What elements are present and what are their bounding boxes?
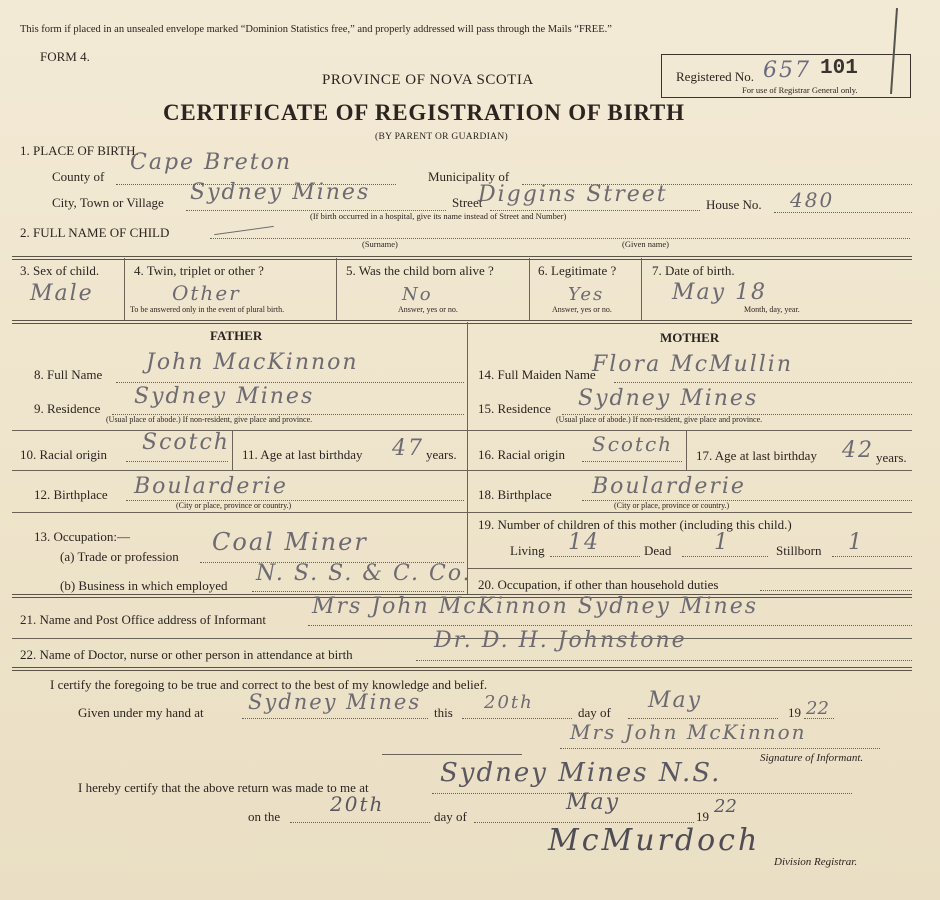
municipality-label: Municipality of (428, 169, 510, 184)
registrar-caption: Division Registrar. (774, 856, 858, 868)
alive-label: 5. Was the child born alive ? (346, 263, 494, 278)
alive-note: Answer, yes or no. (398, 305, 458, 314)
signature-rule (382, 754, 522, 755)
dead-label: Dead (644, 543, 672, 558)
house-line (774, 212, 912, 213)
mother-occupation-line (760, 590, 912, 591)
mother-birthplace-value: Boularderie (592, 474, 746, 499)
on-the-line (290, 822, 430, 823)
trade-value: Coal Miner (212, 528, 368, 556)
year-value-2: 22 (714, 796, 737, 817)
birth-date-note: Month, day, year. (744, 305, 800, 314)
father-name-line (116, 382, 464, 383)
col-divider (529, 258, 530, 320)
this-line (462, 718, 572, 719)
mother-birthplace-note: (City or place, province or country.) (614, 501, 730, 510)
business-value: N. S. S. & C. Co. (256, 561, 472, 586)
father-birthplace-value: Boularderie (134, 474, 288, 499)
father-heading: FATHER (210, 328, 263, 343)
registrar-note: For use of Registrar General only. (742, 85, 858, 95)
father-name-value: John MacKinnon (146, 350, 359, 375)
month-line (628, 718, 778, 719)
registered-number: 657 (763, 58, 811, 83)
informant-line (308, 625, 912, 626)
business-line (252, 591, 464, 592)
mother-birthplace-label: 18. Birthplace (478, 487, 552, 502)
father-residence-label: 9. Residence (34, 401, 101, 416)
parent-divider (467, 322, 468, 594)
child-name-heading: 2. FULL NAME OF CHILD (20, 225, 170, 240)
mother-racial-value: Scotch (592, 432, 674, 456)
legitimate-note: Answer, yes or no. (552, 305, 612, 314)
birth-date-value: May 18 (672, 280, 768, 305)
living-value: 14 (568, 530, 600, 555)
rule-bottom (12, 667, 912, 671)
rule-mid (12, 320, 912, 324)
province-heading: PROVINCE OF NOVA SCOTIA (322, 72, 534, 88)
row-line (468, 568, 912, 569)
sex-label: 3. Sex of child. (20, 263, 100, 278)
rule-top (12, 256, 912, 260)
mother-occupation-label: 20. Occupation, if other than household duties (478, 577, 719, 592)
doctor-value: Dr. D. H. Johnstone (434, 628, 687, 653)
dead-value: 1 (714, 530, 730, 555)
trade-label: (a) Trade or profession (60, 549, 179, 564)
father-age-value: 47 (392, 436, 424, 461)
city-value: Sydney Mines (190, 180, 371, 205)
birth-date-label: 7. Date of birth. (652, 263, 735, 278)
living-label: Living (510, 543, 545, 558)
twin-label: 4. Twin, triplet or other ? (134, 263, 264, 278)
county-value: Cape Breton (130, 150, 293, 175)
county-label: County of (52, 169, 105, 184)
surname-caption: (Surname) (362, 239, 398, 249)
mother-residence-label: 15. Residence (478, 401, 551, 416)
mother-name-label: 14. Full Maiden Name (478, 367, 596, 382)
father-residence-value: Sydney Mines (134, 384, 315, 409)
mother-age-label: 17. Age at last birthday (696, 448, 817, 463)
street-label: Street (452, 195, 483, 210)
cell-divider (232, 430, 233, 470)
stillborn-label: Stillborn (776, 543, 822, 558)
mother-name-line (614, 382, 912, 383)
father-racial-line (126, 461, 228, 462)
col-divider (336, 258, 337, 320)
father-age-label: 11. Age at last birthday (242, 447, 363, 462)
form-number: FORM 4. (40, 49, 90, 64)
father-years: years. (426, 447, 457, 462)
on-the-label: on the (248, 809, 281, 824)
row-line (12, 512, 912, 513)
mother-heading: MOTHER (660, 330, 720, 345)
father-residence-note: (Usual place of abode.) If non-resident, give place and province. (106, 415, 313, 424)
alive-value: No (402, 284, 433, 305)
given-line (242, 718, 428, 719)
legitimate-value: Yes (568, 284, 605, 305)
day-of-label: day of (578, 705, 611, 720)
living-line (550, 556, 640, 557)
page-subtitle: (BY PARENT OR GUARDIAN) (375, 132, 508, 142)
return-label: I hereby certify that the above return was made to me at (78, 780, 369, 795)
child-name-line (210, 238, 910, 239)
this-value: 20th (484, 692, 534, 713)
children-count-label: 19. Number of children of this mother (including this child.) (478, 517, 792, 532)
twin-value: Other (172, 281, 241, 305)
mother-racial-line (582, 461, 682, 462)
doctor-label: 22. Name of Doctor, nurse or other person in attendance at birth (20, 647, 353, 662)
registered-stamp: 101 (820, 57, 858, 80)
mother-years: years. (876, 450, 907, 465)
informant-signature: Mrs John McKinnon (570, 720, 807, 744)
father-racial-value: Scotch (142, 430, 230, 455)
stillborn-value: 1 (848, 530, 864, 555)
year-line (804, 718, 834, 719)
on-the-value: 20th (330, 792, 385, 816)
informant-value: Mrs John McKinnon Sydney Mines (312, 594, 759, 619)
father-occupation-label: 13. Occupation:— (34, 529, 131, 544)
doctor-line (416, 660, 912, 661)
informant-signature-caption: Signature of Informant. (760, 752, 864, 764)
return-line (432, 793, 852, 794)
cell-divider (686, 430, 687, 470)
given-name-caption: (Given name) (622, 239, 669, 249)
col-divider (641, 258, 642, 320)
father-name-label: 8. Full Name (34, 367, 103, 382)
father-birthplace-label: 12. Birthplace (34, 487, 108, 502)
given-place-value: Sydney Mines (248, 690, 422, 714)
mother-residence-note: (Usual place of abode.) If non-resident, give place and province. (556, 415, 763, 424)
mail-note: This form if placed in an unsealed envelope marked “Dominion Statistics free,” and properly addressed will pass through the Mails “FREE.” (20, 24, 612, 35)
child-name-mark (214, 226, 274, 235)
given-label: Given under my hand at (78, 705, 204, 720)
informant-label: 21. Name and Post Office address of Informant (20, 612, 266, 627)
twin-note: To be answered only in the event of plural birth. (130, 305, 285, 314)
father-birthplace-note: (City or place, province or country.) (176, 501, 292, 510)
month-value: May (648, 688, 703, 713)
registrar-signature: McMurdoch (548, 823, 761, 858)
street-value: Diggins Street (478, 182, 668, 207)
row-line (12, 470, 912, 471)
legitimate-label: 6. Legitimate ? (538, 263, 617, 278)
mother-racial-label: 16. Racial origin (478, 447, 566, 462)
place-heading: 1. PLACE OF BIRTH. (20, 143, 139, 158)
house-value: 480 (790, 188, 835, 212)
mother-residence-value: Sydney Mines (578, 386, 759, 411)
year-prefix: 19 (788, 705, 801, 720)
house-label: House No. (706, 197, 762, 212)
registered-label: Registered No. (676, 69, 754, 84)
day-of-label-2: day of (434, 809, 467, 824)
dead-line (682, 556, 768, 557)
return-place-value: Sydney Mines N.S. (440, 758, 722, 788)
sex-value: Male (30, 281, 94, 306)
stillborn-line (832, 556, 912, 557)
page-title: CERTIFICATE OF REGISTRATION OF BIRTH (163, 100, 685, 125)
year-value: 22 (806, 698, 829, 719)
year-prefix-2: 19 (696, 809, 709, 824)
mother-age-value: 42 (842, 438, 874, 463)
certification-statement: I certify the foregoing to be true and correct to the best of my knowledge and belief. (50, 677, 488, 692)
informant-signature-line (560, 748, 880, 749)
hospital-note: (If birth occurred in a hospital, give its name instead of Street and Number) (310, 211, 567, 221)
business-label: (b) Business in which employed (60, 578, 228, 593)
mother-name-value: Flora McMullin (592, 352, 793, 377)
month-value-2: May (566, 790, 621, 815)
father-racial-label: 10. Racial origin (20, 447, 108, 462)
col-divider (124, 258, 125, 320)
city-label: City, Town or Village (52, 195, 164, 210)
this-label: this (434, 705, 453, 720)
